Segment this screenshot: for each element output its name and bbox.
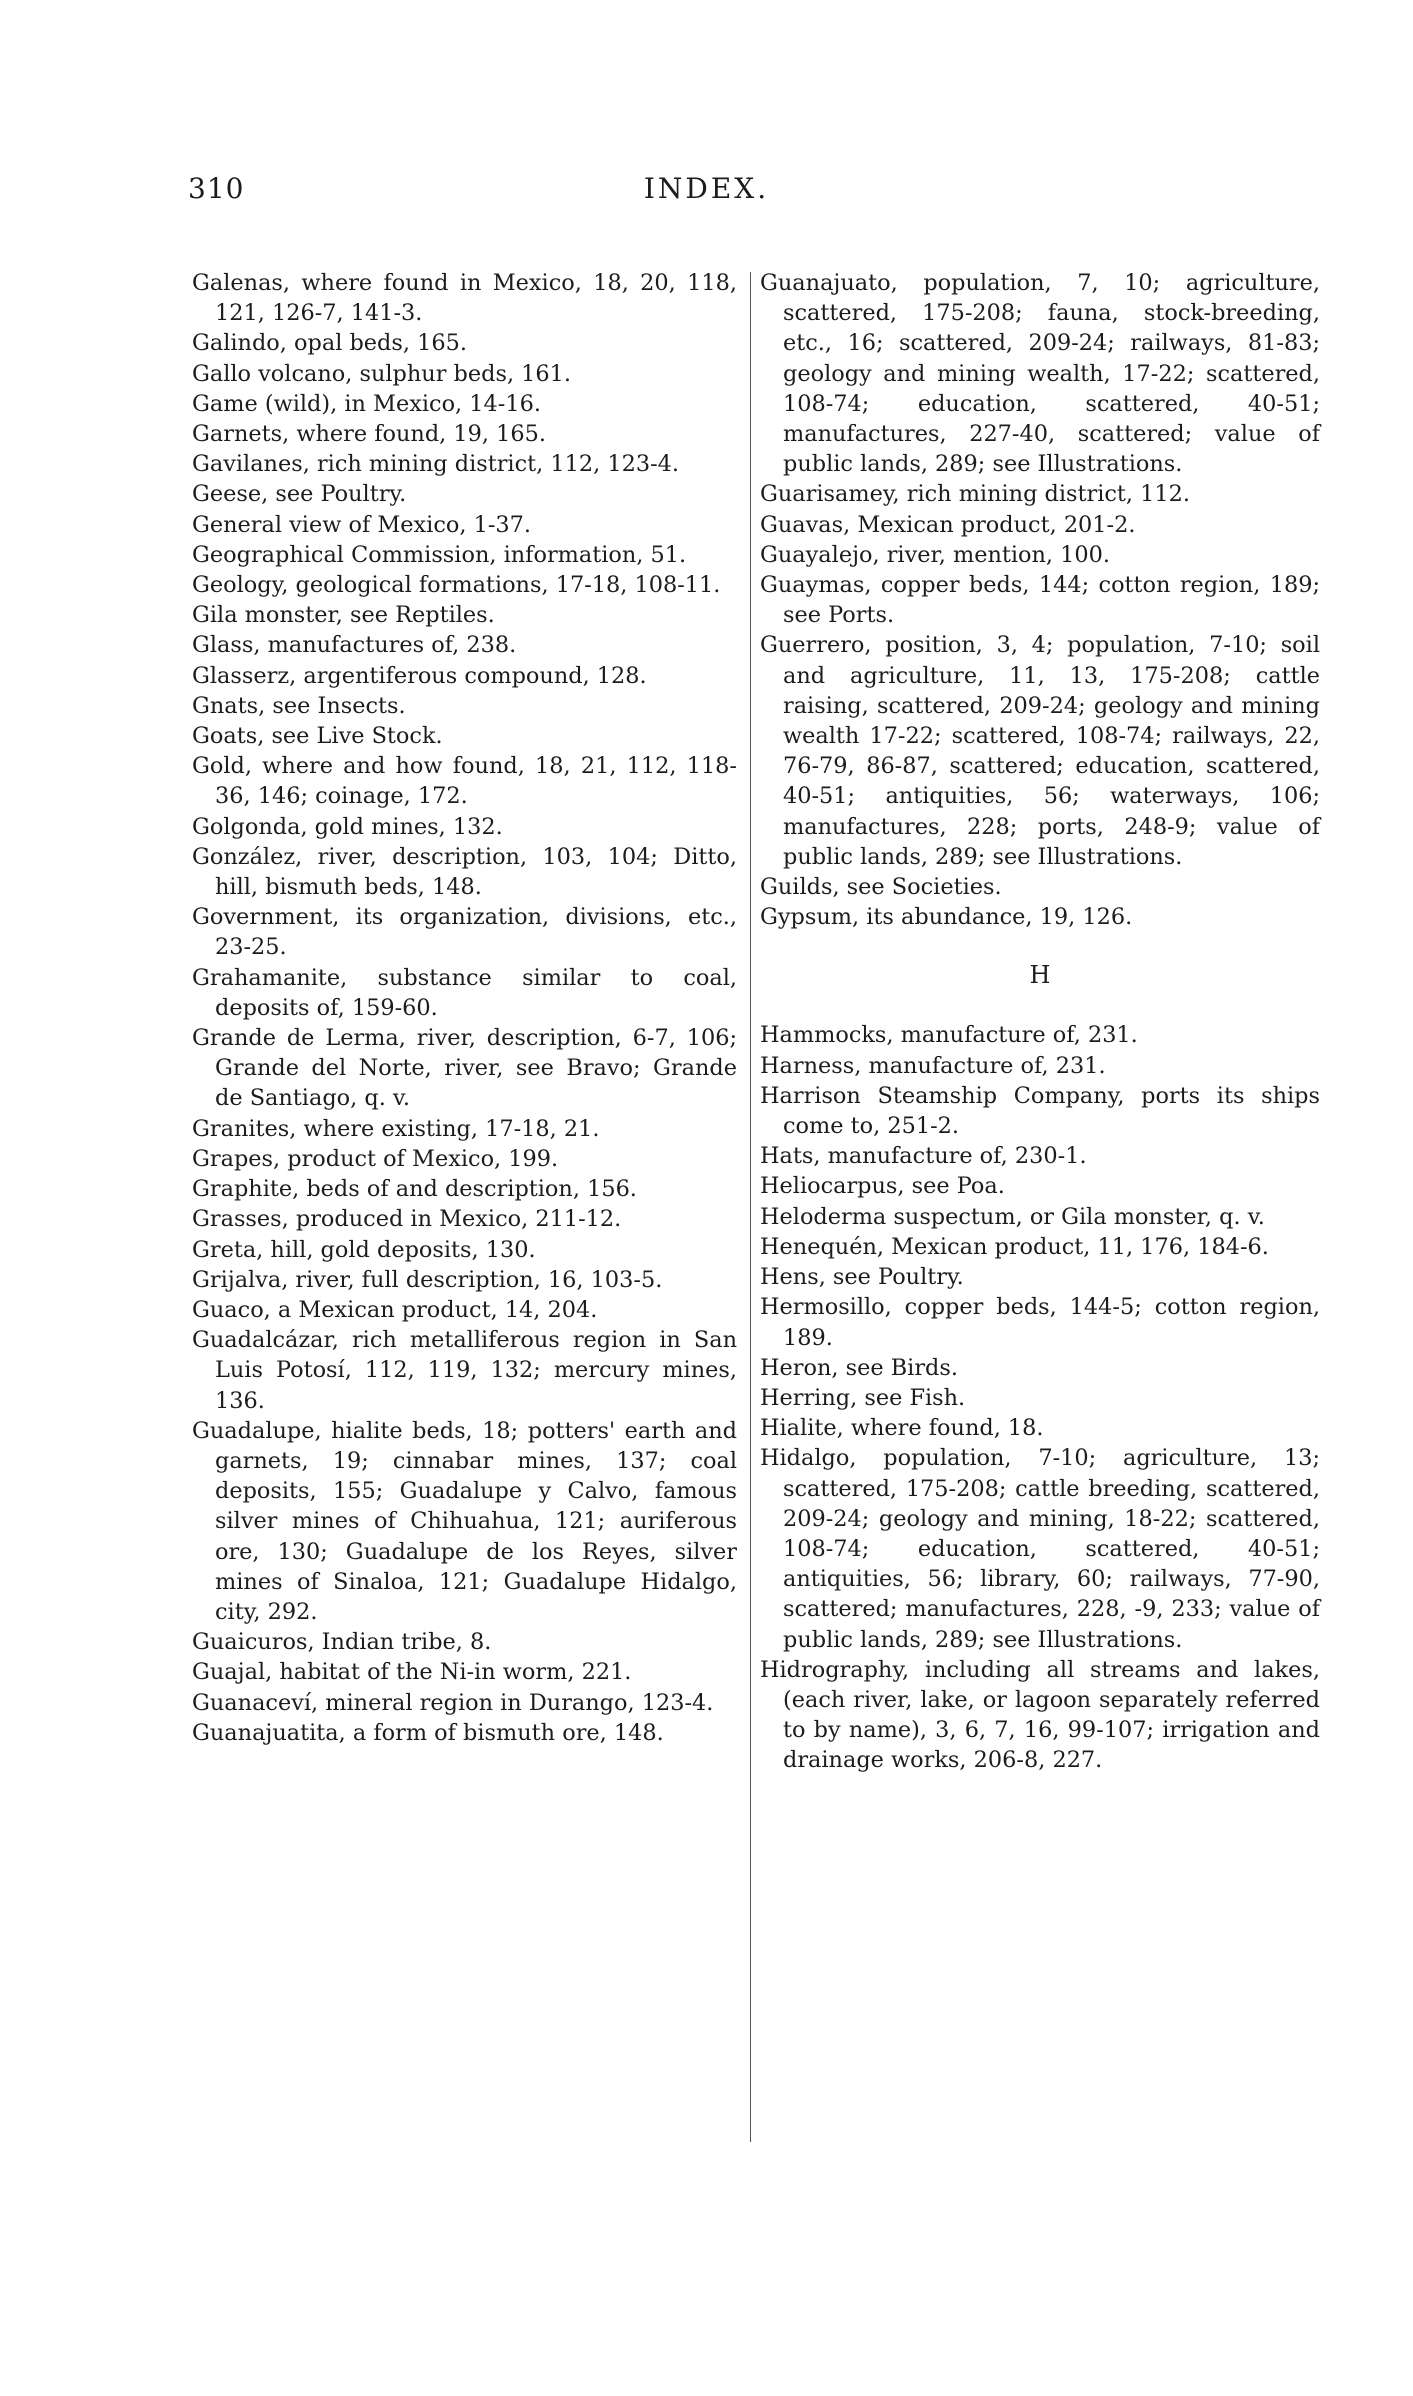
running-head: INDEX.	[643, 172, 770, 205]
index-entry: Guaymas, copper beds, 144; cotton region, 189; see Ports.	[760, 572, 1320, 629]
index-entry: Hidrography, including all streams and lakes, (each river, lake, or lagoon separately referred to by name), 3, 6, 7, 16, 99-107; irrigation and drainage works, 206-8, 227.	[760, 1656, 1320, 1774]
index-entries-h	[760, 1020, 1320, 1775]
index-entry: Geology, geological formations, 17-18, 108-11.	[192, 572, 721, 599]
index-entry: Grande de Lerma, river, description, 6-7, 106; Grande del Norte, river, see Bravo; Grande de Santiago, q. v.	[192, 1025, 737, 1112]
index-entry: Grasses, produced in Mexico, 211-12.	[192, 1206, 622, 1233]
index-entry: Guanajuato, population, 7, 10; agriculture, scattered, 175-208; fauna, stock-breeding, etc., 16; scattered, 209-24; railways, 81-83; geology and mining wealth, 17-22; scattered, 108-74; education, scattered, 40-51; manufactures, 227-40, scattered; value of public lands, 289; see Illustrations.	[760, 270, 1320, 478]
index-entry: Gnats, see Insects.	[192, 692, 406, 719]
index-entry: Hidalgo, population, 7-10; agriculture, 13; scattered, 175-208; cattle breeding, scattered, 209-24; geology and mining, 18-22; scattered, 108-74; education, scattered, 40-51; antiquities, 56; library, 60; railways, 77-90, scattered; manufactures, 228, -9, 233; value of public lands, 289; see Illustrations.	[760, 1445, 1320, 1653]
index-entry: Guajal, habitat of the Ni-in worm, 221.	[192, 1659, 632, 1686]
index-entry: Hammocks, manufacture of, 231.	[760, 1022, 1138, 1049]
index-entry: Guaco, a Mexican product, 14, 204.	[192, 1296, 598, 1323]
index-entry: Guayalejo, river, mention, 100.	[760, 541, 1111, 568]
index-entry: Herring, see Fish.	[760, 1384, 966, 1411]
index-entry: Guanajuatita, a form of bismuth ore, 148.	[192, 1719, 664, 1746]
index-entry: Guerrero, position, 3, 4; population, 7-10; soil and agriculture, 11, 13, 175-208; cattle raising, scattered, 209-24; geology and mining wealth 17-22; scattered, 108-74; railways, 22, 76-79, 86-87, scattered; education, scattered, 40-51; antiquities, 56; waterways, 106; manufactures, 228; ports, 248-9; value of public lands, 289; see Illustrations.	[760, 632, 1320, 870]
index-entry: Grahamanite, substance similar to coal, deposits of, 159-60.	[192, 964, 737, 1021]
index-entry: Granites, where existing, 17-18, 21.	[192, 1115, 600, 1142]
index-entry: Gallo volcano, sulphur beds, 161.	[192, 360, 572, 387]
index-entry: Gold, where and how found, 18, 21, 112, 118-36, 146; coinage, 172.	[192, 753, 737, 810]
index-entry: Game (wild), in Mexico, 14-16.	[192, 390, 541, 417]
index-entry: Harrison Steamship Company, ports its ships come to, 251-2.	[760, 1082, 1320, 1140]
index-entry: Glass, manufactures of, 238.	[192, 632, 517, 659]
section-letter-heading: H	[1029, 961, 1051, 990]
index-entry: Glasserz, argentiferous compound, 128.	[192, 662, 647, 689]
index-entry: Gavilanes, rich mining district, 112, 123-4.	[192, 451, 679, 478]
index-entry: Greta, hill, gold deposits, 130.	[192, 1236, 536, 1263]
index-entry: Golgonda, gold mines, 132.	[192, 813, 503, 840]
index-entry: Grapes, product of Mexico, 199.	[192, 1145, 559, 1172]
index-column-right	[760, 268, 1320, 1776]
index-entry: Guaicuros, Indian tribe, 8.	[192, 1629, 492, 1656]
index-entry: Galindo, opal beds, 165.	[192, 330, 467, 357]
index-entry: Hermosillo, copper beds, 144-5; cotton region, 189.	[760, 1294, 1320, 1351]
index-entry: Guavas, Mexican product, 201-2.	[760, 511, 1136, 538]
index-entry: Goats, see Live Stock.	[192, 723, 443, 750]
index-entry: Hialite, where found, 18.	[760, 1415, 1044, 1442]
index-entry: Garnets, where found, 19, 165.	[192, 421, 546, 448]
column-divider	[750, 272, 751, 2142]
page-header	[0, 172, 1413, 212]
index-entry: Henequén, Mexican product, 11, 176, 184-6.	[760, 1233, 1269, 1260]
index-entry: Heron, see Birds.	[760, 1354, 958, 1381]
index-entry: Heliocarpus, see Poa.	[760, 1173, 1005, 1200]
index-entry: Guadalcázar, rich metalliferous region in San Luis Potosí, 112, 119, 132; mercury mines, 136.	[192, 1327, 737, 1414]
index-entry: Galenas, where found in Mexico, 18, 20, 118, 121, 126-7, 141-3.	[192, 270, 737, 327]
index-entry: Harness, manufacture of, 231.	[760, 1052, 1106, 1079]
index-entry: Government, its organization, divisions, etc., 23-25.	[192, 904, 737, 961]
index-column-left	[192, 268, 737, 1748]
index-entry: Guilds, see Societies.	[760, 874, 1002, 901]
index-entry: Hats, manufacture of, 230-1.	[760, 1143, 1087, 1170]
index-entry: Guanaceví, mineral region in Durango, 123-4.	[192, 1689, 714, 1716]
index-entry: Geese, see Poultry.	[192, 481, 407, 508]
index-entries-g-continued	[760, 268, 1320, 932]
index-entry: Graphite, beds of and description, 156.	[192, 1176, 637, 1203]
index-entry: Guarisamey, rich mining district, 112.	[760, 481, 1191, 508]
index-entry: Gypsum, its abundance, 19, 126.	[760, 904, 1133, 931]
index-entry: Hens, see Poultry.	[760, 1264, 964, 1291]
index-entry: Grijalva, river, full description, 16, 103-5.	[192, 1266, 663, 1293]
index-entry: General view of Mexico, 1-37.	[192, 511, 532, 538]
index-entry: Geographical Commission, information, 51.	[192, 541, 687, 568]
page-number: 310	[188, 172, 245, 205]
index-entry: Heloderma suspectum, or Gila monster, q. v.	[760, 1203, 1265, 1230]
index-entry: González, river, description, 103, 104; Ditto, hill, bismuth beds, 148.	[192, 843, 737, 901]
index-entry: Guadalupe, hialite beds, 18; potters' earth and garnets, 19; cinnabar mines, 137; coal deposits, 155; Guadalupe y Calvo, famous silver mines of Chihuahua, 121; auriferous ore, 130; Guadalupe de los Reyes, silver mines of Sinaloa, 121; Guadalupe Hidalgo, city, 292.	[192, 1417, 737, 1625]
index-entry: Gila monster, see Reptiles.	[192, 602, 495, 629]
